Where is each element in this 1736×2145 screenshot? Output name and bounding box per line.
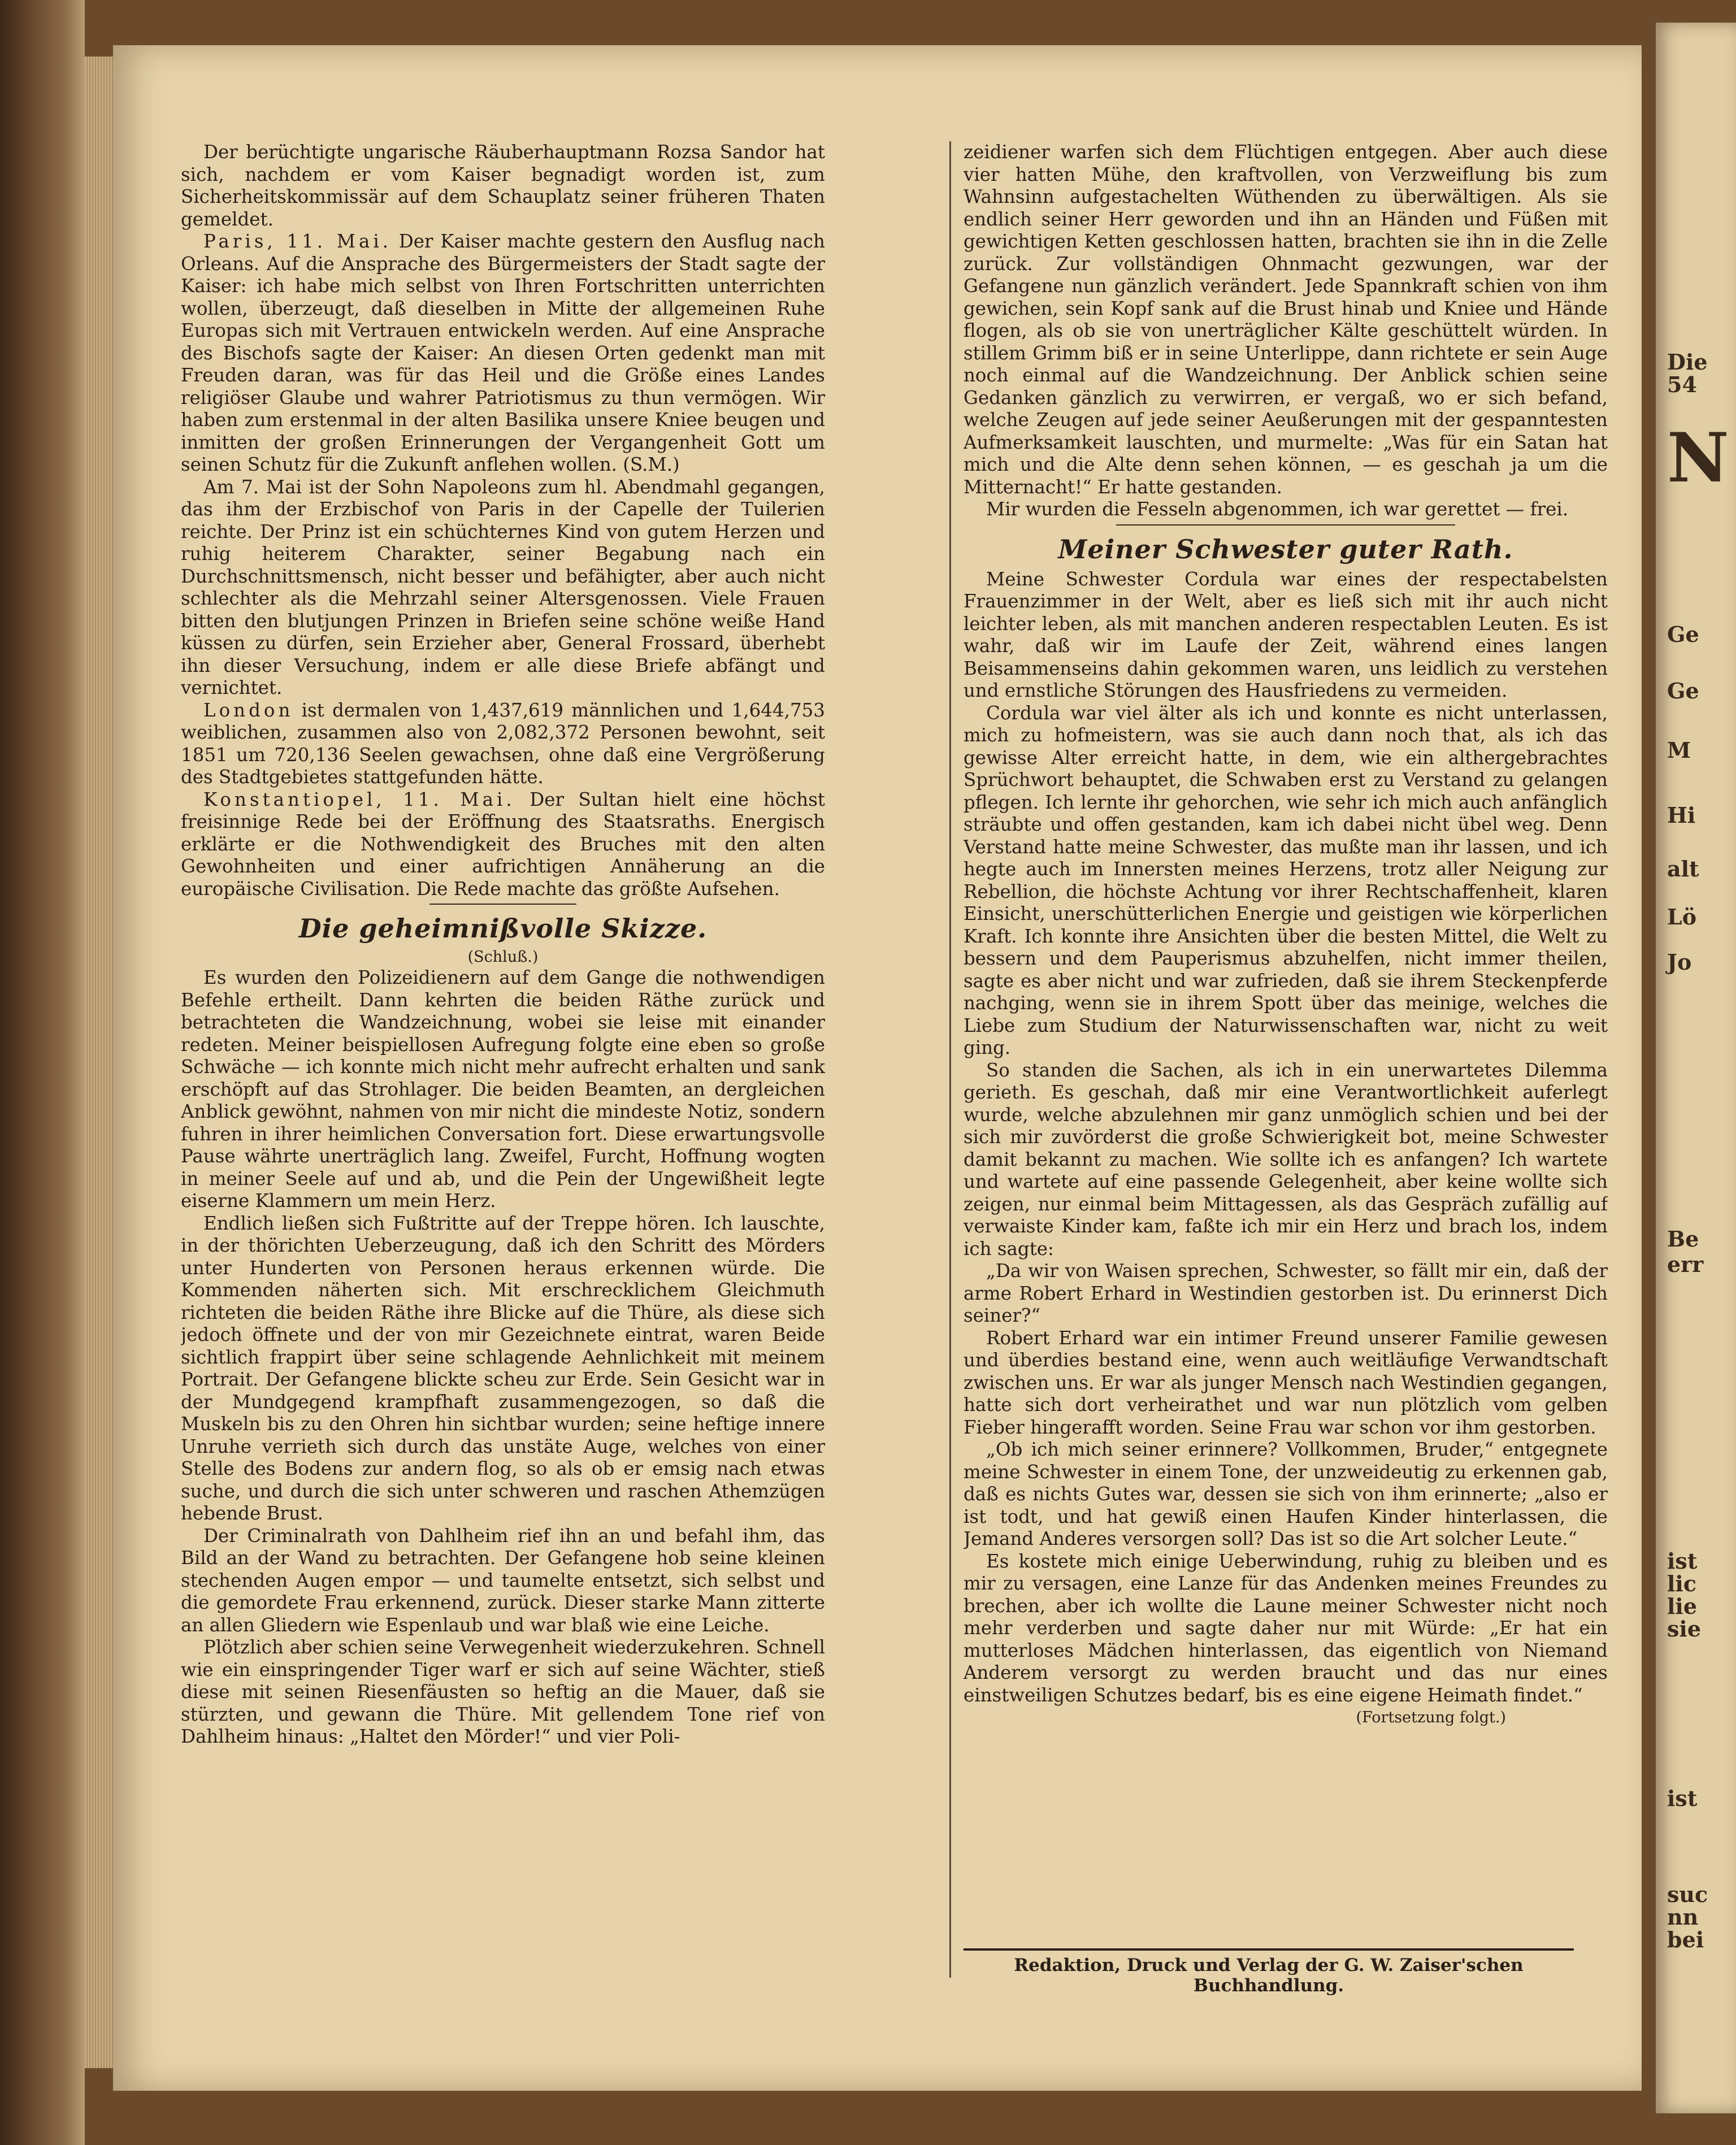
footer-rule <box>964 1948 1574 1951</box>
story-paragraph: Cordula war viel älter als ich und konnte es nicht unterlassen, mich zu hofmeistern, was sie auch dann noch that, als ich das gewisse Alter erreicht hatte, in dem, wie ein althergebrachtes Sprüchwort behauptet, die Schwaben erst zu Verstand zu gelangen pflegen. Ich lernte ihr gehorchen, wie sehr ich mich auch anfänglich sträubte und offen gestanden, kam ich dabei nicht übel weg. Denn Verstand hatte meine Schwester, das mußte man ihr lassen, und ich hegte auch im Innersten meines Herzens, trotz aller Neigung zur Rebellion, die höchste Achtung vor ihrer Rechtschaffenheit, klaren Einsicht, unerschütterlichen Energie und geistigen wie körperlichen Kraft. Ich konnte ihre Ansichten über die besten Mittel, die Welt zu bessern und dem Pauperismus abzuhelfen, nicht immer theilen, sagte es aber nicht und war zufrieden, daß sie ihrem Steckenpferde nachging, wenn sie in ihrem Spott über das meinige, welches die Liebe zum Studium der Naturwissenschaften war, nicht zu weit ging. <box>964 702 1608 1058</box>
story-paragraph: „Da wir von Waisen sprechen, Schwester, so fällt mir ein, daß der arme Robert Erhard in Westindien gestorben ist. Du erinnerst Dich seiner?“ <box>964 1260 1608 1326</box>
facing-page-edge <box>1656 23 1736 2113</box>
dateline: Konstantiopel, 11. Mai. <box>203 788 515 810</box>
fragment-text: M <box>1667 737 1691 763</box>
fragment-text: Ge <box>1667 678 1699 704</box>
story-paragraph: Mir wurden die Fesseln abgenommen, ich war gerettet — frei. <box>986 498 1569 520</box>
story-paragraph: Es wurden den Polizeidienern auf dem Gange die nothwendigen Befehle ertheilt. Dann kehrten die beiden Räthe zurück und betrachteten die Wandzeichnung, wobei sie leise mit einander redeten. Meiner beispiellosen Aufregung folgte eine eben so große Schwäche — ich konnte mich nicht mehr aufrecht erhalten und sank erschöpft auf das Strohlager. Die beiden Beamten, an dergleichen Anblick gewöhnt, nahmen von mir nicht die mindeste Notiz, sondern fuhren in ihrer heimlichen Conversation fort. Diese erwartungsvolle Pause währte unerträglich lang. Zweifel, Furcht, Hoffnung wogten in meiner Seele auf und ab, und die Pein der Ungewißheit legte eiserne Klammern um mein Herz. <box>181 967 825 1212</box>
fragment-text: alt <box>1667 856 1699 882</box>
story-paragraph: Robert Erhard war ein intimer Freund unserer Familie gewesen und überdies bestand eine, wenn auch weitläufige Verwandtschaft zwischen uns. Er war als junger Mensch nach Westindien gegangen, hatte sich dort verheirathet und war nun plötzlich vom gelben Fieber hingerafft worden. Seine Frau war schon vor ihm gestorben. <box>964 1327 1608 1438</box>
news-item-london <box>181 700 825 789</box>
fragment-text: suc <box>1667 1882 1708 1907</box>
fragment-text: lic <box>1667 1571 1697 1596</box>
fragment-text: N <box>1667 418 1729 498</box>
right-column <box>964 141 1608 1983</box>
news-item: Der berüchtigte ungarische Räuberhauptmann Rozsa Sandor hat sich, nachdem er vom Kaiser begnadigt worden ist, zum Sicherheitskommissär auf dem Schauplatz seiner früheren Thaten gemeldet. <box>181 141 825 230</box>
news-body: Der Kaiser machte gestern den Ausflug nach Orleans. Auf die Ansprache des Bürgermeisters der Stadt sagte der Kaiser: ich habe mich selbst von Ihren Fortschritten unterrichten wollen, überzeugt, daß dieselben in Mitte der allgemeinen Ruhe Europas sich mit Vertrauen entwickeln werden. Auf eine Ansprache des Bischofs sagte der Kaiser: An diesen Orten gedenkt man mit Freuden daran, was für das Heil und die Größe eines Landes religiöser Glaube und wahrer Patriotismus zu thun vermögen. Wir haben zum erstenmal in der alten Basilika unsere Kniee beugen und inmitten der großen Erinnerungen der Vergangenheit Gott um seinen Schutz für die Zukunft anflehen wollen. (S.M.) <box>181 231 825 475</box>
fragment-text: sie <box>1667 1616 1702 1642</box>
fragment-text: Die <box>1667 349 1708 375</box>
news-item: Am 7. Mai ist der Sohn Napoleons zum hl. Abendmahl gegangen, das ihm der Erzbischof von Paris in der Capelle der Tuilerien reichte. Der Prinz ist ein schüchternes Kind von gutem Herzen und ruhig heiterem Charakter, seiner Begabung nach ein Durchschnittsmensch, nicht besser und befähigter, aber auch nicht schlechter als die Mehrzahl seiner Altersgenossen. Viele Frauen bitten den blutjungen Prinzen in Briefen seine schöne weiße Hand küssen zu dürfen, sein Erzieher aber, General Frossard, überhebt ihn dieser Versuchung, indem er alle diese Briefe abfängt und vernichtet. <box>181 476 825 698</box>
news-item-paris <box>181 231 825 476</box>
fragment-text: nn <box>1667 1904 1699 1930</box>
story-paragraph: zeidiener warfen sich dem Flüchtigen entgegen. Aber auch diese vier hatten Mühe, den kraftvollen, von Verzweiflung bis zum Wahnsinn aufgestachelten Wüthenden zu überwältigen. Als sie endlich seiner Herr geworden und ihn an Händen und Füßen mit gewichtigen Ketten geschlossen hatten, brachten sie ihn in die Zelle zurück. Zur vollständigen Ohnmacht gezwungen, war der Gefangene nun gänzlich verändert. Jede Spannkraft schien von ihm gewichen, sein Kopf sank auf die Brust hinab und Kniee und Hände flogen, als ob sie von unerträglicher Kälte geschüttelt würden. In stillem Grimm biß er in seine Unterlippe, dann richtete er sein Auge noch einmal auf die Wandzeichnung. Der Anblick schien seine Gedanken gänzlich zu verwirren, er vergaß, wo er sich befand, welche Zeugen auf jede seiner Aeußerungen mit der gespanntesten Aufmerksamkeit lauschten, und murmelte: „Was für ein Satan hat mich und die Alte denn sehen können, — es geschah ja um die Mitternacht!“ Er hatte gestanden. <box>964 141 1608 498</box>
dateline: London <box>203 699 294 721</box>
fragment-text: Jo <box>1667 949 1692 975</box>
fragment-text: Ge <box>1667 622 1699 647</box>
story-paragraph: So standen die Sachen, als ich in ein unerwartetes Dilemma gerieth. Es geschah, daß mir eine Verantwortlichkeit auferlegt wurde, welche abzulehnen mir ganz unmöglich schien und bei der sich mir zuvörderst die große Schwierigkeit bot, meine Schwester damit bekannt zu machen. Wie sollte ich es anfangen? Ich wartete und wartete auf eine passende Gelegenheit, aber keine wollte sich zeigen, nur einmal beim Mittagessen, als das Gespräch zufällig auf verwaiste Kinder kam, faßte ich mir ein Herz und brach los, indem ich sagte: <box>964 1059 1608 1260</box>
fragment-text: 54 <box>1667 372 1697 397</box>
dateline: Paris, 11. Mai. <box>203 231 392 252</box>
imprint: Redaktion, Druck und Verlag der G. W. Zaiser'schen Buchhandlung. <box>1014 1955 1524 1996</box>
story-title: Die geheimnißvolle Skizze. <box>298 913 708 944</box>
fragment-text: ist <box>1667 1786 1698 1811</box>
fragment-text: bei <box>1667 1927 1704 1952</box>
fragment-text: ist <box>1667 1548 1698 1574</box>
left-column <box>181 141 825 1983</box>
fragment-text: err <box>1667 1252 1704 1277</box>
story-paragraph: Meine Schwester Cordula war eines der respectabelsten Frauenzimmer in der Welt, aber es ließ sich mit ihr auch nicht leichter leben, als mit manchen anderen respectablen Leuten. Es ist wahr, daß wir im Laufe der Zeit, während eines langen Beisammenseins dahin gekommen waren, uns leidlich zu verstehen und ernstliche Störungen des Hausfriedens zu vermeiden. <box>964 568 1608 701</box>
story-paragraph: Endlich ließen sich Fußtritte auf der Treppe hören. Ich lauschte, in der thörichten Ueberzeugung, daß ich den Schritt des Mörders unter Hunderten von Personen heraus erkennen würde. Die Kommenden näherten sich. Mit erschrecklichem Gleichmuth richteten die beiden Räthe ihre Blicke auf die Thüre, als diese sich jedoch öffnete und der von mir Gezeichnete eintrat, waren Beide sichtlich frappirt über seine schlagende Aehnlichkeit mit meinem Portrait. Der Gefangene blickte scheu zur Erde. Sein Gesicht war in der Mundgegend krampfhaft zusammengezogen, so daß die Muskeln bis zu den Ohren hin sichtbar wurden; seine heftige innere Unruhe verrieth sich durch das unstäte Auge, welches von einer Stelle des Bodens zur andern flog, so als ob er emsig nach etwas suche, und durch die sich unter schweren und raschen Athemzügen hebende Brust. <box>181 1212 825 1524</box>
fragment-text: Hi <box>1667 802 1696 828</box>
column-divider <box>949 141 951 1978</box>
news-body: ist dermalen von 1,437,619 männlichen und 1,644,753 weiblichen, zusammen also von 2,082,372 Personen bewohnt, seit 1851 um 720,136 Seelen gewachsen, ohne daß eine Vergrößerung des Stadtgebietes stattgefunden hätte. <box>181 699 825 788</box>
story-paragraph: Es kostete mich einige Ueberwindung, ruhig zu bleiben und es mir zu versagen, eine Lanze für das Andenken meines Freundes zu brechen, aber ich wollte die Laune meiner Schwester nicht noch mehr verderben und sagte daher nur mit Würde: „Er hat ein mutterloses Mädchen hinterlassen, das eigentlich von Niemand Anderem versorgt zu werden braucht und das nur eines einstweiligen Schutzes bedarf, bis es eine eigene Heimath findet.“ <box>964 1550 1608 1706</box>
continuation-note: (Fortsetzung folgt.) <box>1356 1709 1506 1726</box>
fragment-text: Lö <box>1667 904 1697 930</box>
book-spine <box>0 0 85 2145</box>
news-item-konstantinopel <box>181 789 825 901</box>
story-title: Meiner Schwester guter Rath. <box>1058 533 1513 565</box>
section-rule <box>429 904 576 905</box>
story-paragraph: Plötzlich aber schien seine Verwegenheit wiederzukehren. Schnell wie ein einspringender Tiger warf er sich auf seine Wächter, stieß diese mit seinen Riesenfäusten so heftig an die Mauer, daß sie stürzten, und gewann die Thüre. Mit gellendem Tone rief von Dahlheim hinaus: „Haltet den Mörder!“ und vier Poli- <box>181 1636 825 1747</box>
fragment-text: Be <box>1667 1226 1699 1252</box>
story-subtitle: (Schluß.) <box>467 948 539 966</box>
story-paragraph: Der Criminalrath von Dahlheim rief ihn an und befahl ihm, das Bild an der Wand zu betrachten. Der Gefangene hob seine kleinen stechenden Augen empor — und taumelte entsetzt, sich selbst und die gemordete Frau erkennend, zurück. Dieser starke Mann zitterte an allen Gliedern wie Espenlaub und war blaß wie eine Leiche. <box>181 1525 825 1636</box>
story-paragraph: „Ob ich mich seiner erinnere? Vollkommen, Bruder,“ entgegnete meine Schwester in einem Tone, der unzweideutig zu erkennen gab, daß es nichts Gutes war, dessen sie sich von ihm erinnerte; „also er ist todt, und hat gewiß einen Haufen Kinder hinterlassen, die Jemand Anderes versorgen soll? Das ist so die Art solcher Leute.“ <box>964 1439 1608 1549</box>
news-body: Der Sultan hielt eine höchst freisinnige Rede bei der Eröffnung des Staatsraths. Energisch erklärte er die Nothwendigkeit des Bruches mit den alten Gewohnheiten und einer aufrichtigen Annäherung an die europäische Civilisation. Die Rede machte das größte Aufsehen. <box>181 788 825 900</box>
section-rule <box>1116 524 1455 526</box>
fragment-text: lie <box>1667 1593 1698 1619</box>
